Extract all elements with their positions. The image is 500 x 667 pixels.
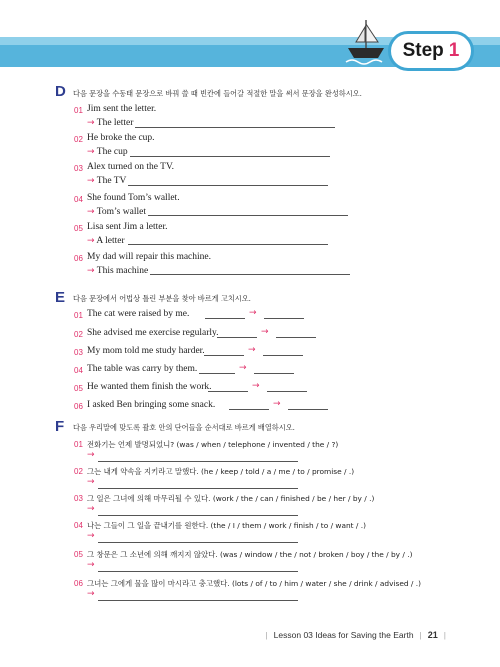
- d-item-question: Jim sent the letter.: [87, 104, 157, 114]
- d-item-answer-row: [87, 118, 133, 128]
- arrow-icon: →: [87, 176, 95, 186]
- f-item-question: 그 일은 그녀에 의해 마무리될 수 있다. (work / the / can / finished / be / her / by / .): [87, 494, 375, 503]
- f-item-answer-row: [87, 560, 95, 570]
- d-item-num: 05: [74, 224, 83, 233]
- answer-blank[interactable]: [98, 515, 298, 516]
- section-f-letter: F: [55, 418, 65, 435]
- d-item-answer-row: [87, 266, 148, 276]
- e-item-num: 01: [74, 311, 83, 320]
- step-badge: [388, 31, 474, 71]
- step-label: Step: [402, 40, 444, 61]
- page-footer: [259, 630, 452, 640]
- e-item-arrow: [261, 327, 269, 337]
- arrow-icon: →: [87, 266, 95, 276]
- arrow-icon: →: [87, 531, 95, 541]
- d-item-num: 01: [74, 106, 83, 115]
- d-item-num: 02: [74, 135, 83, 144]
- e-item-arrow: [252, 381, 260, 391]
- e-item-num: 05: [74, 384, 83, 393]
- answer-blank[interactable]: [130, 156, 330, 157]
- arrow-icon: →: [87, 560, 95, 570]
- section-f-instruction: 다음 우리말에 맞도록 괄호 안의 단어들을 순서대로 바르게 배열하시오.: [73, 423, 295, 432]
- e-item-question: I asked Ben bringing some snack.: [87, 400, 216, 410]
- arrow-icon: →: [249, 308, 257, 318]
- arrow-icon: →: [248, 345, 256, 355]
- correction-blank[interactable]: [263, 355, 303, 356]
- e-item-question: The table was carry by them.: [87, 364, 198, 374]
- arrow-icon: →: [87, 207, 95, 217]
- wrong-part-blank[interactable]: [204, 355, 244, 356]
- d-item-answer: The cup: [96, 147, 128, 157]
- d-item-num: 03: [74, 164, 83, 173]
- d-item-num: 04: [74, 195, 83, 204]
- arrow-icon: →: [87, 589, 95, 599]
- correction-blank[interactable]: [276, 337, 316, 338]
- e-item-question: He wanted them finish the work.: [87, 382, 212, 392]
- f-item-answer-row: [87, 531, 95, 541]
- arrow-icon: →: [87, 118, 95, 128]
- footer-divider: |: [265, 630, 268, 640]
- f-item-num: 04: [74, 521, 83, 530]
- e-item-num: 06: [74, 402, 83, 411]
- d-item-question: My dad will repair this machine.: [87, 252, 211, 262]
- answer-blank[interactable]: [98, 571, 298, 572]
- arrow-icon: →: [261, 327, 269, 337]
- wrong-part-blank[interactable]: [217, 337, 257, 338]
- e-item-num: 04: [74, 366, 83, 375]
- wrong-part-blank[interactable]: [229, 409, 269, 410]
- f-item-question: 그는 내게 약속을 지키라고 말했다. (he / keep / told / a / me / to / promise / .): [87, 467, 355, 476]
- d-item-question: Alex turned on the TV.: [87, 162, 174, 172]
- e-item-question: She advised me exercise regularly.: [87, 328, 219, 338]
- answer-blank[interactable]: [98, 600, 298, 601]
- d-item-answer-row: [87, 207, 146, 217]
- answer-blank[interactable]: [98, 461, 298, 462]
- e-item-arrow: [248, 345, 256, 355]
- e-item-arrow: [273, 399, 281, 409]
- e-item-arrow: [249, 308, 257, 318]
- boat-icon: [344, 18, 388, 66]
- arrow-icon: →: [87, 450, 95, 460]
- d-item-question: He broke the cup.: [87, 133, 155, 143]
- d-item-answer: Tom’s wallet: [96, 207, 146, 217]
- e-item-question: The cat were raised by me.: [87, 309, 190, 319]
- section-d-instruction: 다음 문장을 수동태 문장으로 바꿔 쓸 때 빈칸에 들어갈 적절한 말을 써서 문장을 완성하시오.: [73, 89, 362, 98]
- step-number: 1: [448, 40, 460, 61]
- answer-blank[interactable]: [150, 274, 350, 275]
- arrow-icon: →: [273, 399, 281, 409]
- f-item-num: 06: [74, 579, 83, 588]
- e-item-num: 02: [74, 330, 83, 339]
- e-item-num: 03: [74, 348, 83, 357]
- arrow-icon: →: [239, 363, 247, 373]
- correction-blank[interactable]: [267, 391, 307, 392]
- e-item-arrow: [239, 363, 247, 373]
- d-item-num: 06: [74, 254, 83, 263]
- d-item-answer-row: [87, 176, 126, 186]
- arrow-icon: →: [87, 147, 95, 157]
- f-item-question: 나는 그들이 그 일을 끝내기를 원한다. (the / I / them / work / finish / to / want / .): [87, 521, 366, 530]
- f-item-num: 01: [74, 440, 83, 449]
- correction-blank[interactable]: [288, 409, 328, 410]
- section-e-instruction: 다음 문장에서 어법상 틀린 부분을 찾아 바르게 고치시오.: [73, 294, 251, 303]
- page-number: 21: [427, 630, 438, 640]
- d-item-answer: The letter: [96, 118, 134, 128]
- arrow-icon: →: [87, 477, 95, 487]
- f-item-num: 05: [74, 550, 83, 559]
- correction-blank[interactable]: [264, 318, 304, 319]
- section-d-letter: D: [55, 83, 66, 100]
- d-item-answer: This machine: [96, 266, 149, 276]
- wrong-part-blank[interactable]: [199, 373, 235, 374]
- section-e-letter: E: [55, 289, 66, 306]
- arrow-icon: →: [252, 381, 260, 391]
- f-item-question: 전화기는 언제 발명되었니? (was / when / telephone / invented / the / ?): [87, 440, 339, 449]
- answer-blank[interactable]: [135, 127, 335, 128]
- wrong-part-blank[interactable]: [208, 391, 248, 392]
- answer-blank[interactable]: [98, 488, 298, 489]
- f-item-num: 02: [74, 467, 83, 476]
- d-item-answer-row: [87, 236, 125, 246]
- f-item-answer-row: [87, 504, 95, 514]
- d-item-answer: The TV: [96, 176, 127, 186]
- correction-blank[interactable]: [254, 373, 294, 374]
- f-item-answer-row: [87, 450, 95, 460]
- answer-blank[interactable]: [128, 185, 328, 186]
- footer-divider: |: [419, 630, 422, 640]
- lesson-title: Lesson 03 Ideas for Saving the Earth: [273, 630, 414, 640]
- d-item-question: She found Tom’s wallet.: [87, 193, 180, 203]
- f-item-answer-row: [87, 477, 95, 487]
- answer-blank[interactable]: [98, 542, 298, 543]
- footer-divider: |: [443, 630, 446, 640]
- d-item-answer-row: [87, 147, 128, 157]
- e-item-question: My mom told me study harder.: [87, 346, 205, 356]
- answer-blank[interactable]: [128, 244, 328, 245]
- d-item-question: Lisa sent Jim a letter.: [87, 222, 168, 232]
- arrow-icon: →: [87, 236, 95, 246]
- arrow-icon: →: [87, 504, 95, 514]
- f-item-question: 그녀는 그에게 물을 많이 마시라고 충고했다. (lots / of / to / him / water / she / drink / advised / .): [87, 579, 422, 588]
- f-item-question: 그 창문은 그 소년에 의해 깨지지 않았다. (was / window / the / not / broken / boy / the / by / .): [87, 550, 413, 559]
- wrong-part-blank[interactable]: [205, 318, 245, 319]
- f-item-num: 03: [74, 494, 83, 503]
- answer-blank[interactable]: [148, 215, 348, 216]
- f-item-answer-row: [87, 589, 95, 599]
- d-item-answer: A letter: [96, 236, 125, 246]
